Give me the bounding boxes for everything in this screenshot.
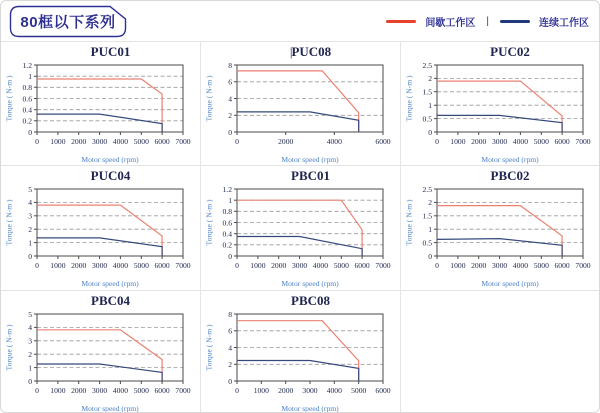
svg-text:5000: 5000: [533, 137, 549, 146]
svg-text:2000: 2000: [471, 137, 487, 146]
page-title: 80框以下系列: [20, 13, 116, 31]
svg-text:4000: 4000: [326, 386, 342, 395]
legend: [386, 14, 589, 29]
svg-text:7000: 7000: [575, 261, 591, 270]
svg-text:1: 1: [428, 101, 432, 110]
chart-title: PBC01: [291, 168, 330, 183]
svg-text:7000: 7000: [575, 137, 591, 146]
svg-text:4: 4: [28, 198, 32, 208]
svg-text:4000: 4000: [112, 137, 128, 146]
svg-text:0: 0: [428, 251, 432, 261]
svg-text:Motor speed (rpm): Motor speed (rpm): [281, 155, 339, 164]
svg-text:0.5: 0.5: [422, 114, 432, 124]
svg-text:1.2: 1.2: [22, 60, 32, 70]
svg-text:5000: 5000: [351, 386, 367, 395]
svg-text:Motor speed (rpm): Motor speed (rpm): [481, 155, 539, 164]
svg-text:2: 2: [428, 198, 432, 208]
svg-text:7000: 7000: [175, 261, 191, 270]
header: [1, 1, 599, 41]
svg-text:0.2: 0.2: [22, 116, 32, 126]
svg-text:0.5: 0.5: [422, 238, 432, 248]
torque-speed-chart-puc04: [1, 184, 199, 288]
svg-text:6000: 6000: [375, 137, 391, 146]
svg-text:2000: 2000: [271, 261, 287, 270]
chart-cell-puc01: [1, 42, 201, 166]
svg-text:6000: 6000: [375, 386, 391, 395]
chart-cell-pbc01: [201, 166, 401, 291]
svg-text:3000: 3000: [292, 261, 308, 270]
svg-text:2: 2: [28, 350, 32, 359]
chart-title: PUC04: [90, 168, 131, 183]
series-title-badge: [9, 5, 127, 38]
svg-text:0.8: 0.8: [22, 83, 32, 93]
chart-title: |PUC08: [289, 44, 332, 59]
svg-text:6: 6: [228, 77, 232, 87]
svg-text:1000: 1000: [250, 261, 266, 270]
svg-text:3: 3: [28, 336, 32, 346]
svg-text:Motor speed (rpm): Motor speed (rpm): [481, 279, 539, 288]
svg-text:1.2: 1.2: [222, 184, 232, 194]
svg-text:0: 0: [235, 386, 239, 395]
svg-text:4000: 4000: [112, 386, 128, 395]
svg-text:2000: 2000: [71, 386, 87, 395]
svg-text:2000: 2000: [278, 386, 294, 395]
svg-text:4000: 4000: [312, 261, 328, 270]
legend-label-continuous: 连续工作区: [539, 17, 589, 29]
svg-text:6000: 6000: [354, 261, 370, 270]
svg-text:0: 0: [435, 261, 439, 270]
legend-divider: |: [486, 15, 489, 27]
svg-text:Torque ( N-m ): Torque ( N-m ): [404, 75, 414, 122]
svg-text:0: 0: [28, 251, 32, 261]
chart-title: PUC02: [490, 44, 530, 59]
svg-text:Torque ( N-m ): Torque ( N-m ): [404, 199, 414, 246]
chart-cell-pbc04: [1, 291, 201, 413]
chart-title: PBC08: [291, 293, 330, 308]
svg-text:Motor speed (rpm): Motor speed (rpm): [281, 279, 339, 288]
svg-text:5000: 5000: [533, 261, 549, 270]
svg-text:1: 1: [28, 238, 32, 248]
svg-text:1000: 1000: [50, 137, 66, 146]
svg-text:Motor speed (rpm): Motor speed (rpm): [81, 279, 139, 288]
svg-text:2.5: 2.5: [422, 184, 432, 194]
svg-text:Torque ( N-m ): Torque ( N-m ): [204, 75, 214, 122]
svg-text:Torque ( N-m ): Torque ( N-m ): [4, 75, 14, 122]
svg-text:5: 5: [28, 309, 32, 319]
torque-speed-chart-pbc02: [401, 184, 599, 288]
text-cursor: |: [289, 44, 292, 59]
svg-text:0.2: 0.2: [222, 240, 232, 250]
svg-text:6000: 6000: [154, 261, 170, 270]
svg-text:Torque ( N-m ): Torque ( N-m ): [204, 199, 214, 246]
svg-text:3000: 3000: [492, 261, 508, 270]
svg-text:1000: 1000: [450, 137, 466, 146]
svg-text:Motor speed (rpm): Motor speed (rpm): [81, 155, 139, 164]
svg-text:Torque ( N-m ): Torque ( N-m ): [204, 324, 214, 371]
svg-text:0: 0: [28, 127, 32, 137]
svg-text:2000: 2000: [471, 261, 487, 270]
svg-text:4000: 4000: [112, 261, 128, 270]
svg-text:3000: 3000: [302, 386, 318, 395]
torque-speed-chart-puc02: [401, 60, 599, 164]
svg-text:0.4: 0.4: [222, 229, 232, 239]
svg-text:2: 2: [428, 74, 432, 84]
svg-text:7000: 7000: [175, 386, 191, 395]
svg-text:4000: 4000: [512, 137, 528, 146]
svg-text:1: 1: [28, 72, 32, 81]
svg-text:0: 0: [435, 137, 439, 146]
intermittent-line-swatch: [386, 20, 416, 23]
svg-text:7000: 7000: [375, 261, 391, 270]
svg-text:Torque ( N-m ): Torque ( N-m ): [4, 324, 14, 371]
svg-text:0.4: 0.4: [22, 105, 32, 115]
svg-text:0: 0: [235, 137, 239, 146]
chart-grid: [1, 41, 599, 413]
svg-text:3: 3: [28, 211, 32, 221]
chart-title: PBC04: [91, 293, 130, 308]
chart-cell-puc08: [201, 42, 401, 166]
svg-text:5000: 5000: [133, 137, 149, 146]
svg-text:3000: 3000: [492, 137, 508, 146]
svg-text:0: 0: [235, 261, 239, 270]
svg-text:1000: 1000: [50, 261, 66, 270]
svg-text:2: 2: [228, 111, 232, 121]
legend-label-intermittent: 间歇工作区: [425, 17, 476, 29]
svg-text:0: 0: [35, 386, 39, 395]
svg-text:8: 8: [228, 309, 232, 319]
svg-text:1000: 1000: [253, 386, 269, 395]
svg-text:Torque ( N-m ): Torque ( N-m ): [4, 199, 14, 246]
svg-text:1: 1: [228, 196, 232, 205]
svg-text:6000: 6000: [154, 137, 170, 146]
svg-text:0: 0: [228, 127, 232, 137]
svg-text:1.5: 1.5: [422, 211, 432, 221]
svg-text:2000: 2000: [278, 137, 294, 146]
svg-text:8: 8: [228, 60, 232, 70]
svg-text:5: 5: [28, 184, 32, 194]
torque-speed-chart-puc01: [1, 60, 199, 164]
svg-text:4000: 4000: [326, 137, 342, 146]
svg-text:6000: 6000: [154, 386, 170, 395]
svg-text:6000: 6000: [554, 261, 570, 270]
svg-text:0.6: 0.6: [22, 94, 32, 104]
svg-text:6: 6: [228, 326, 232, 336]
torque-speed-chart-puc08: [201, 60, 399, 164]
svg-text:5000: 5000: [333, 261, 349, 270]
svg-text:1: 1: [28, 363, 32, 373]
svg-text:2: 2: [228, 360, 232, 370]
svg-text:4: 4: [228, 94, 232, 104]
svg-text:4: 4: [28, 323, 32, 333]
svg-text:6000: 6000: [554, 137, 570, 146]
svg-text:5000: 5000: [133, 261, 149, 270]
svg-text:1000: 1000: [50, 386, 66, 395]
chart-cell-pbc08: [201, 291, 401, 413]
svg-text:0: 0: [28, 376, 32, 386]
svg-text:Motor speed (rpm): Motor speed (rpm): [281, 404, 339, 413]
svg-text:0.6: 0.6: [222, 218, 232, 228]
torque-speed-chart-pbc04: [1, 309, 199, 413]
svg-text:2: 2: [28, 225, 32, 234]
svg-text:2000: 2000: [71, 137, 87, 146]
svg-text:4: 4: [228, 343, 232, 353]
svg-text:1: 1: [428, 225, 432, 234]
empty-cell: [401, 291, 599, 413]
chart-title: PBC02: [490, 168, 530, 183]
svg-text:Motor speed (rpm): Motor speed (rpm): [81, 404, 139, 413]
svg-text:1000: 1000: [450, 261, 466, 270]
svg-text:3000: 3000: [92, 386, 108, 395]
svg-text:2.5: 2.5: [422, 60, 432, 70]
torque-speed-chart-pbc01: [201, 184, 399, 288]
svg-text:3000: 3000: [92, 137, 108, 146]
svg-text:4000: 4000: [512, 261, 528, 270]
svg-text:3000: 3000: [92, 261, 108, 270]
chart-cell-puc02: [401, 42, 599, 166]
svg-text:0: 0: [35, 137, 39, 146]
svg-text:0: 0: [35, 261, 39, 270]
svg-text:0: 0: [228, 251, 232, 261]
svg-text:2000: 2000: [71, 261, 87, 270]
chart-title: PUC01: [90, 44, 131, 59]
torque-speed-chart-pbc08: [201, 309, 399, 413]
continuous-line-swatch: [500, 20, 530, 23]
svg-text:0: 0: [428, 127, 432, 137]
svg-text:0.8: 0.8: [222, 207, 232, 217]
svg-text:7000: 7000: [175, 137, 191, 146]
chart-cell-pbc02: [401, 166, 599, 291]
svg-text:1.5: 1.5: [422, 87, 432, 97]
svg-text:0: 0: [228, 376, 232, 386]
svg-text:5000: 5000: [133, 386, 149, 395]
chart-cell-puc04: [1, 166, 201, 291]
